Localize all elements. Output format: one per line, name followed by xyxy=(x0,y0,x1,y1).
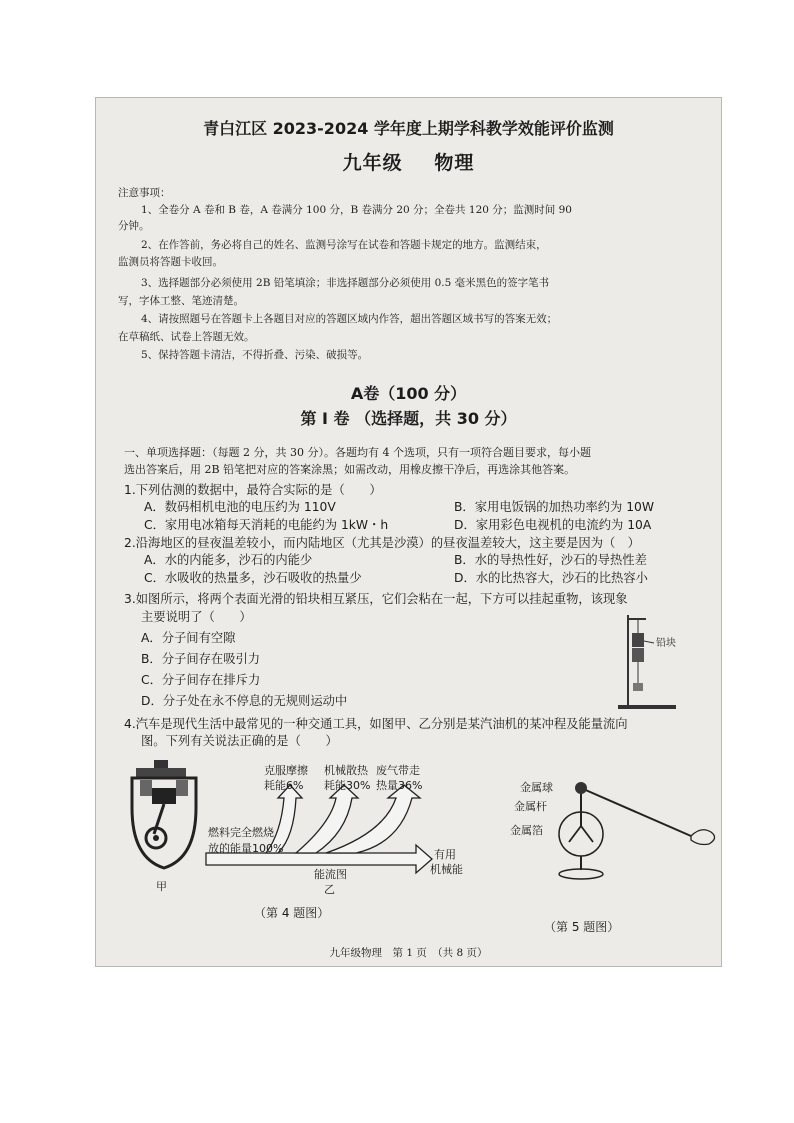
notice-line-7: 4、请按照题号在答题卡上各题目对应的答题区域内作答，超出答题区域书写的答案无效； xyxy=(141,313,558,325)
notice-line-6: 写，字体工整、笔迹清楚。 xyxy=(118,295,244,307)
q2-stem: 2.沿海地区的昼夜温差较小，而内陆地区（尤其是沙漠）的昼夜温差较大，这主要是因为（ ） xyxy=(124,536,640,550)
grade-subject xyxy=(96,148,721,175)
q4-stem-line-2: 图。下列有关说法正确的是（ ） xyxy=(141,734,338,748)
notice-line-4: 监测员将答题卡收回。 xyxy=(118,256,223,268)
lead-block-label: 铅块 xyxy=(656,638,676,649)
q4-stem-line-1: 4.汽车是现代生活中最常见的一种交通工具，如图甲、乙分别是某汽油机的某冲程及能量流向 xyxy=(124,717,628,731)
q3-option-c: C．分子间存在排斥力 xyxy=(141,673,261,687)
electroscope-figure xyxy=(551,766,721,896)
section-a-heading: A卷（100 分） xyxy=(350,384,467,403)
part-one-heading: 第 Ⅰ 卷 （选择题，共 30 分） xyxy=(300,409,517,428)
fuel-energy-label-2: 放的能量100% xyxy=(208,842,284,855)
q4-figure-caption: （第 4 题图） xyxy=(254,906,330,920)
q1-stem: 1.下列估测的数据中，最符合实际的是（ ） xyxy=(124,483,382,497)
friction-label-2: 耗能6% xyxy=(264,779,304,792)
q2-option-c: C．水吸收的热量多，沙石吸收的热量少 xyxy=(144,571,362,585)
q2-option-a: A．水的内能多，沙石的内能少 xyxy=(144,553,313,567)
friction-label-1: 克服摩擦 xyxy=(264,764,308,777)
exhaust-label-2: 热量36% xyxy=(376,779,423,792)
q2-option-d: D．水的比热容大，沙石的比热容小 xyxy=(454,571,648,585)
flow-chart-label-1: 能流图 xyxy=(314,868,347,881)
notice-line-8: 在草稿纸、试卷上答题无效。 xyxy=(118,331,255,343)
q3-option-b: B．分子间存在吸引力 xyxy=(141,652,261,666)
q1-option-b: B．家用电饭锅的加热功率约为 10W xyxy=(454,500,655,514)
notice-line-9: 5、保持答题卡清洁，不得折叠、污染、破损等。 xyxy=(141,349,369,361)
exam-page xyxy=(95,97,722,967)
q3-option-d: D．分子处在永不停息的无规则运动中 xyxy=(141,694,348,708)
notice-heading: 注意事项： xyxy=(118,187,171,199)
notice-line-5: 3、选择题部分必须使用 2B 铅笔填涂；非选择题部分必须使用 0.5 毫米黑色的签字笔书 xyxy=(141,277,550,289)
instructions-line-2: 选出答案后，用 2B 铅笔把对应的答案涂黑；如需改动，用橡皮擦干净后，再选涂其他答案。 xyxy=(124,463,576,476)
q3-stem-line-2: 主要说明了（ ） xyxy=(141,610,252,624)
page-footer: 九年级物理 第 1 页 （共 8 页） xyxy=(329,947,488,959)
exam-title: 青白江区 2023-2024 学年度上期学科教学效能评价监测 xyxy=(203,119,614,138)
q1-option-c: C．家用电冰箱每天消耗的电能约为 1kW・h xyxy=(144,518,389,532)
q3-stem-line-1: 3.如图所示，将两个表面光滑的铅块相互紧压，它们会粘在一起，下方可以挂起重物，该现象 xyxy=(124,592,628,606)
grade-label: 九年级 xyxy=(342,152,403,174)
metal-rod-label: 金属杆 xyxy=(514,800,547,813)
q1-option-a: A．数码相机电池的电压约为 110V xyxy=(144,500,336,514)
useful-energy-label-2: 机械能 xyxy=(430,863,463,876)
lead-block-figure xyxy=(616,611,686,711)
q3-option-a: A．分子间有空隙 xyxy=(141,631,236,645)
notice-line-1: 1、全卷分 A 卷和 B 卷，A 卷满分 100 分，B 卷满分 20 分；全卷共 120 分；监测时间 90 xyxy=(141,204,572,216)
instructions-line-1: 一、单项选择题：（每题 2 分，共 30 分）。各题均有 4 个选项，只有一项符合题目要求，每小题 xyxy=(124,446,591,459)
subject-label: 物理 xyxy=(434,152,475,174)
flow-chart-label-2: 乙 xyxy=(324,883,335,896)
fig-jia-label: 甲 xyxy=(156,880,167,893)
cooling-label-2: 耗能30% xyxy=(324,779,371,792)
useful-energy-label-1: 有用 xyxy=(434,848,456,861)
cooling-label-1: 机械散热 xyxy=(324,764,368,777)
q5-figure-caption: （第 5 题图） xyxy=(544,920,620,934)
notice-line-3: 2、在作答前，务必将自己的姓名、监测号涂写在试卷和答题卡规定的地方。监测结束， xyxy=(141,239,547,251)
q1-option-d: D．家用彩色电视机的电流约为 10A xyxy=(454,518,652,532)
metal-ball-label: 金属球 xyxy=(520,781,553,794)
q2-option-b: B．水的导热性好，沙石的导热性差 xyxy=(454,553,647,567)
fuel-energy-label-1: 燃料完全燃烧 xyxy=(208,826,274,839)
exhaust-label-1: 废气带走 xyxy=(376,764,420,777)
engine-cylinder-figure xyxy=(124,758,204,878)
metal-foil-label: 金属箔 xyxy=(510,824,543,837)
notice-line-2: 分钟。 xyxy=(118,220,150,232)
